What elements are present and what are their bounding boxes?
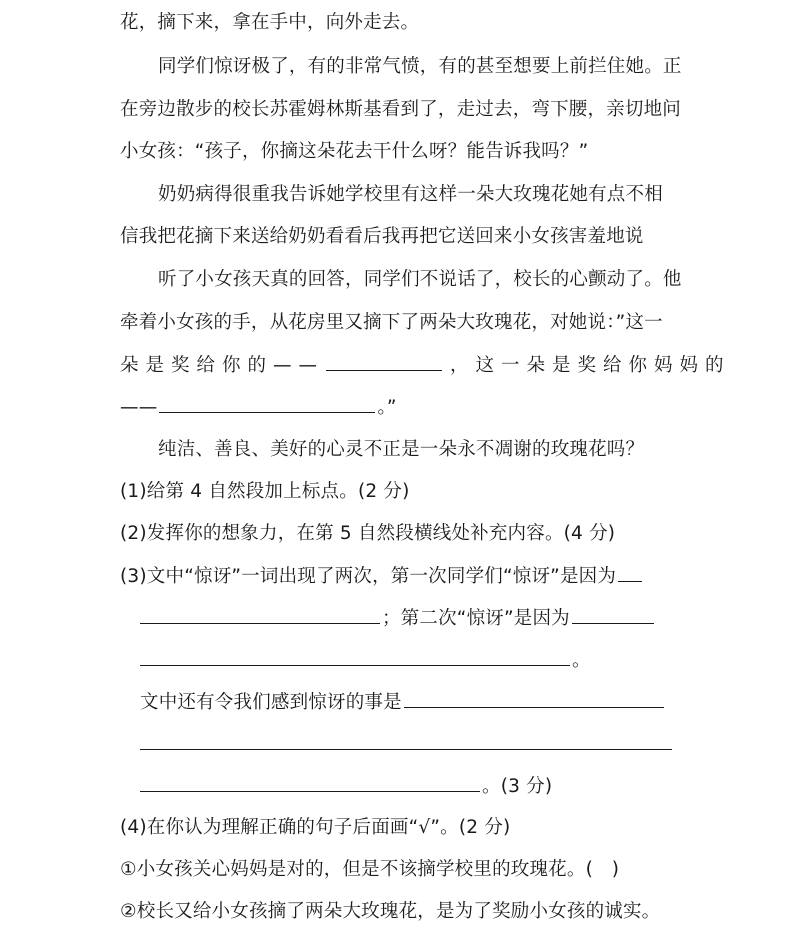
passage-line-with-blank — [120, 394, 397, 421]
passage-line: 同学们惊讶极了，有的非常气愤，有的甚至想要上前拦住她。正 — [158, 56, 682, 77]
question-4-option-1: ①小女孩关心妈妈是对的，但是不该摘学校里的玫瑰花。( ) — [120, 859, 620, 880]
answer-blank[interactable] — [618, 563, 642, 582]
question-text: 。 — [572, 650, 591, 671]
passage-text: 。” — [377, 397, 397, 418]
question-3 — [120, 563, 644, 590]
question-text: ；第二次“惊讶”是因为 — [382, 608, 570, 629]
answer-blank[interactable] — [572, 605, 654, 624]
question-text: 文中还有令我们感到惊讶的事是 — [140, 692, 402, 713]
answer-blank[interactable] — [404, 689, 664, 708]
passage-line: 小女孩：“孩子，你摘这朵花去干什么呀？能告诉我吗？” — [120, 141, 589, 162]
answer-blank[interactable] — [159, 394, 375, 413]
passage-line: 奶奶病得很重我告诉她学校里有这样一朵大玫瑰花她有点不相 — [158, 184, 663, 205]
question-text: (3)文中“惊讶”一词出现了两次，第一次同学们“惊讶”是因为 — [120, 566, 617, 587]
question-3-line — [140, 647, 591, 674]
question-3-line — [140, 689, 666, 716]
question-3-line — [140, 731, 674, 758]
passage-line: 信我把花摘下来送给奶奶看看后我再把它送回来小女孩害羞地说 — [120, 226, 644, 247]
passage-line: 牵着小女孩的手，从花房里又摘下了两朵大玫瑰花，对她说：”这一 — [120, 312, 663, 333]
passage-line: 纯洁、善良、美好的心灵不正是一朵永不凋谢的玫瑰花吗？ — [158, 439, 645, 460]
question-2: (2)发挥你的想象力，在第 5 自然段横线处补充内容。(4 分) — [120, 523, 616, 544]
passage-text: —— — [120, 397, 158, 418]
passage-line-with-blank — [120, 352, 731, 379]
passage-text: ，这一朵是奖给你妈妈的 — [450, 355, 731, 376]
answer-blank[interactable] — [140, 605, 380, 624]
passage-line: 花，摘下来，拿在手中，向外走去。 — [120, 12, 420, 33]
passage-line: 在旁边散步的校长苏霍姆林斯基看到了，走过去，弯下腰，亲切地问 — [120, 99, 682, 120]
passage-line: 听了小女孩天真的回答，同学们不说话了，校长的心颤动了。他 — [158, 269, 682, 290]
question-4: (4)在你认为理解正确的句子后面画“√”。(2 分) — [120, 817, 511, 838]
answer-blank[interactable] — [140, 773, 480, 792]
answer-blank[interactable] — [140, 731, 672, 750]
question-4-option-2: ②校长又给小女孩摘了两朵大玫瑰花，是为了奖励小女孩的诚实。 — [120, 901, 661, 922]
answer-blank[interactable] — [326, 352, 442, 371]
question-3-line — [140, 773, 552, 800]
question-text: 。(3 分) — [482, 776, 553, 797]
passage-text: 朵是奖给你的—— — [120, 355, 325, 376]
answer-blank[interactable] — [140, 647, 570, 666]
question-1: (1)给第 4 自然段加上标点。(2 分) — [120, 481, 410, 502]
question-3-line — [140, 605, 656, 632]
